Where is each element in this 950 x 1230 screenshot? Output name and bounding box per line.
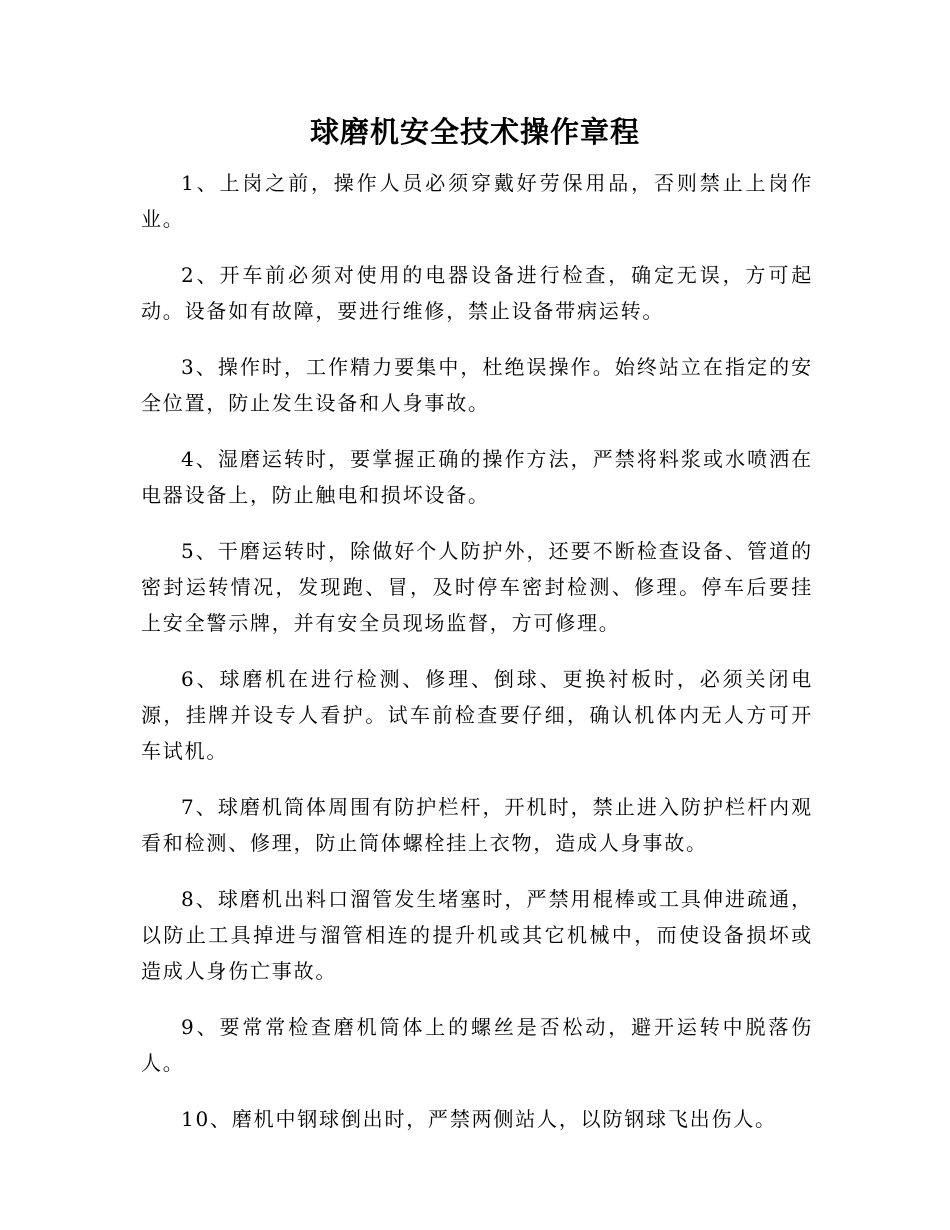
- paragraph-6: 6、球磨机在进行检测、修理、倒球、更换衬板时，必须关闭电源，挂牌并设专人看护。试车前检查要仔细，确认机体内无人方可开车试机。: [141, 667, 813, 763]
- paragraph-2: 2、开车前必须对使用的电器设备进行检查，确定无误，方可起动。设备如有故障，要进行维修，禁止设备带病运转。: [141, 263, 813, 323]
- paragraph-4: 4、湿磨运转时，要掌握正确的操作方法，严禁将料浆或水喷洒在电器设备上，防止触电和损坏设备。: [141, 447, 813, 507]
- document-body: [141, 165, 813, 1137]
- document-title: 球磨机安全技术操作章程: [309, 115, 640, 149]
- paragraph-1: 1、上岗之前，操作人员必须穿戴好劳保用品，否则禁止上岗作业。: [141, 171, 813, 231]
- paragraph-5: 5、干磨运转时，除做好个人防护外，还要不断检查设备、管道的密封运转情况，发现跑、冒，及时停车密封检测、修理。停车后要挂上安全警示牌，并有安全员现场监督，方可修理。: [141, 539, 813, 635]
- paragraph-10: 10、磨机中钢球倒出时，严禁两侧站人，以防钢球飞出伤人。: [181, 1107, 777, 1131]
- paragraph-3: 3、操作时，工作精力要集中，杜绝误操作。始终站立在指定的安全位置，防止发生设备和人身事故。: [141, 355, 813, 415]
- paragraph-7: 7、球磨机筒体周围有防护栏杆，开机时，禁止进入防护栏杆内观看和检测、修理，防止筒体螺栓挂上衣物，造成人身事故。: [141, 795, 813, 855]
- paragraph-8: 8、球磨机出料口溜管发生堵塞时，严禁用棍棒或工具伸进疏通，以防止工具掉进与溜管相连的提升机或其它机械中，而使设备损坏或造成人身伤亡事故。: [141, 887, 813, 983]
- paragraph-9: 9、要常常检查磨机筒体上的螺丝是否松动，避开运转中脱落伤人。: [141, 1015, 813, 1075]
